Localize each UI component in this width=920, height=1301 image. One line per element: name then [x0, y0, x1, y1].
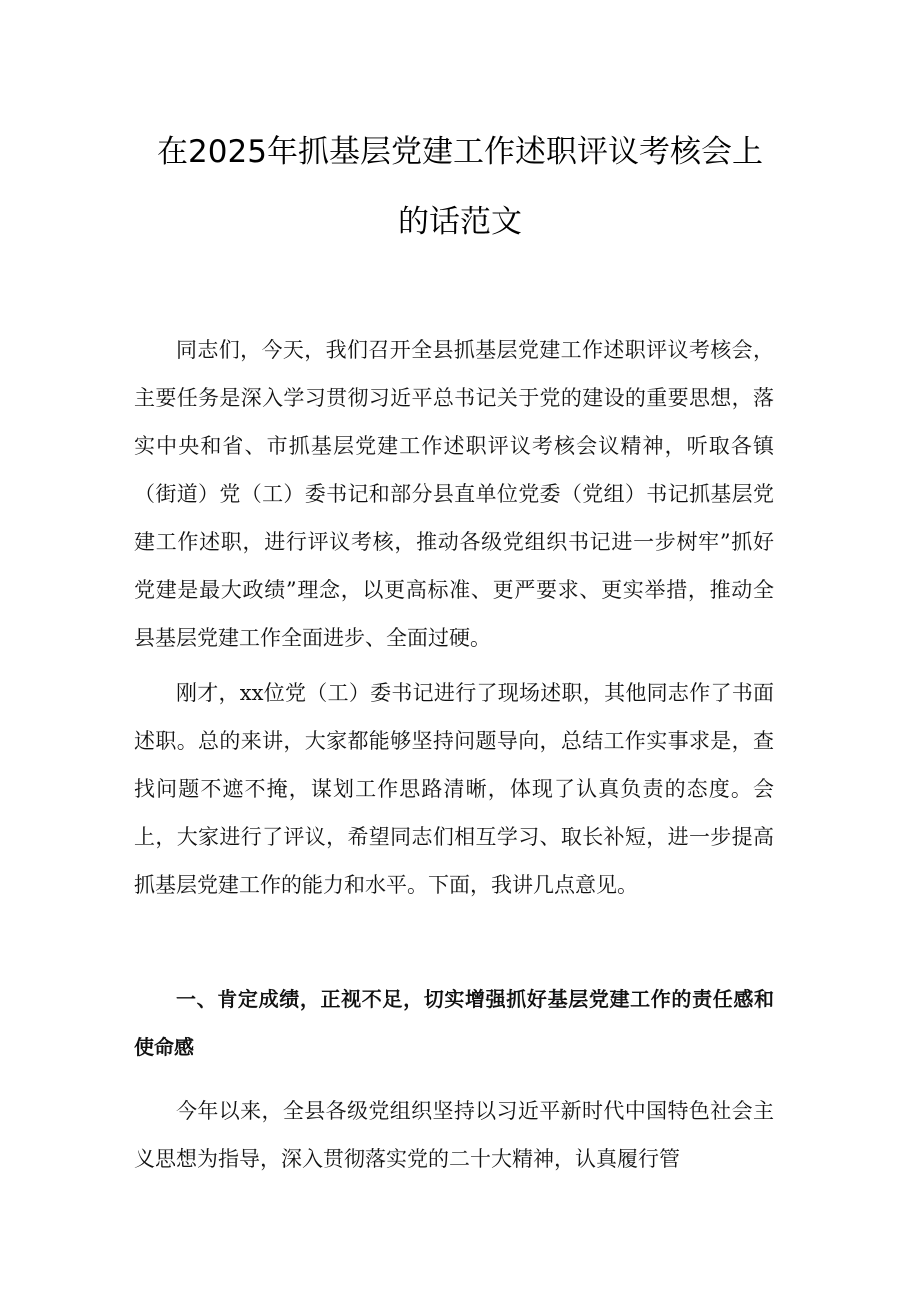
paragraph-text: 刚才，xx位党（工）委书记进行了现场述职，其他同志作了书面述职。总的来讲，大家都能够坚持问题导向，总结工作实事求是，查找问题不遮不掩，谋划工作思路清晰，体现了认真负责的态度。会上，大家进行了评议，希望同志们相互学习、取长补短，进一步提高抓基层党建工作的能力和水平。下面，我讲几点意见。 [134, 681, 774, 897]
document-title-line-1: 在2025年抓基层党建工作述职评议考核会上 [157, 134, 763, 170]
paragraph-text: 同志们，今天，我们召开全县抓基层党建工作述职评议考核会，主要任务是深入学习贯彻习近平总书记关于党的建设的重要思想，落实中央和省、市抓基层党建工作述职评议考核会议精神，听取各镇（街道）党（工）委书记和部分县直单位党委（党组）书记抓基层党建工作述职，进行评议考核，推动各级党组织书记进一步树牢”抓好党建是最大政绩”理念，以更高标准、更严要求、更实举措，推动全县基层党建工作全面进步、全面过硬。 [134, 338, 774, 650]
paragraph-review [134, 669, 774, 909]
section-heading-1 [134, 975, 774, 1071]
paragraph-section-1 [134, 1087, 774, 1183]
paragraph-opening [134, 326, 774, 662]
document-title-line-2: 的话范文 [398, 204, 522, 240]
paragraph-text: 今年以来，全县各级党组织坚持以习近平新时代中国特色社会主义思想为指导，深入贯彻落实党的二十大精神，认真履行管 [134, 1099, 774, 1171]
section-heading-text: 一、肯定成绩，正视不足，切实增强抓好基层党建工作的责任感和使命感 [134, 987, 774, 1059]
